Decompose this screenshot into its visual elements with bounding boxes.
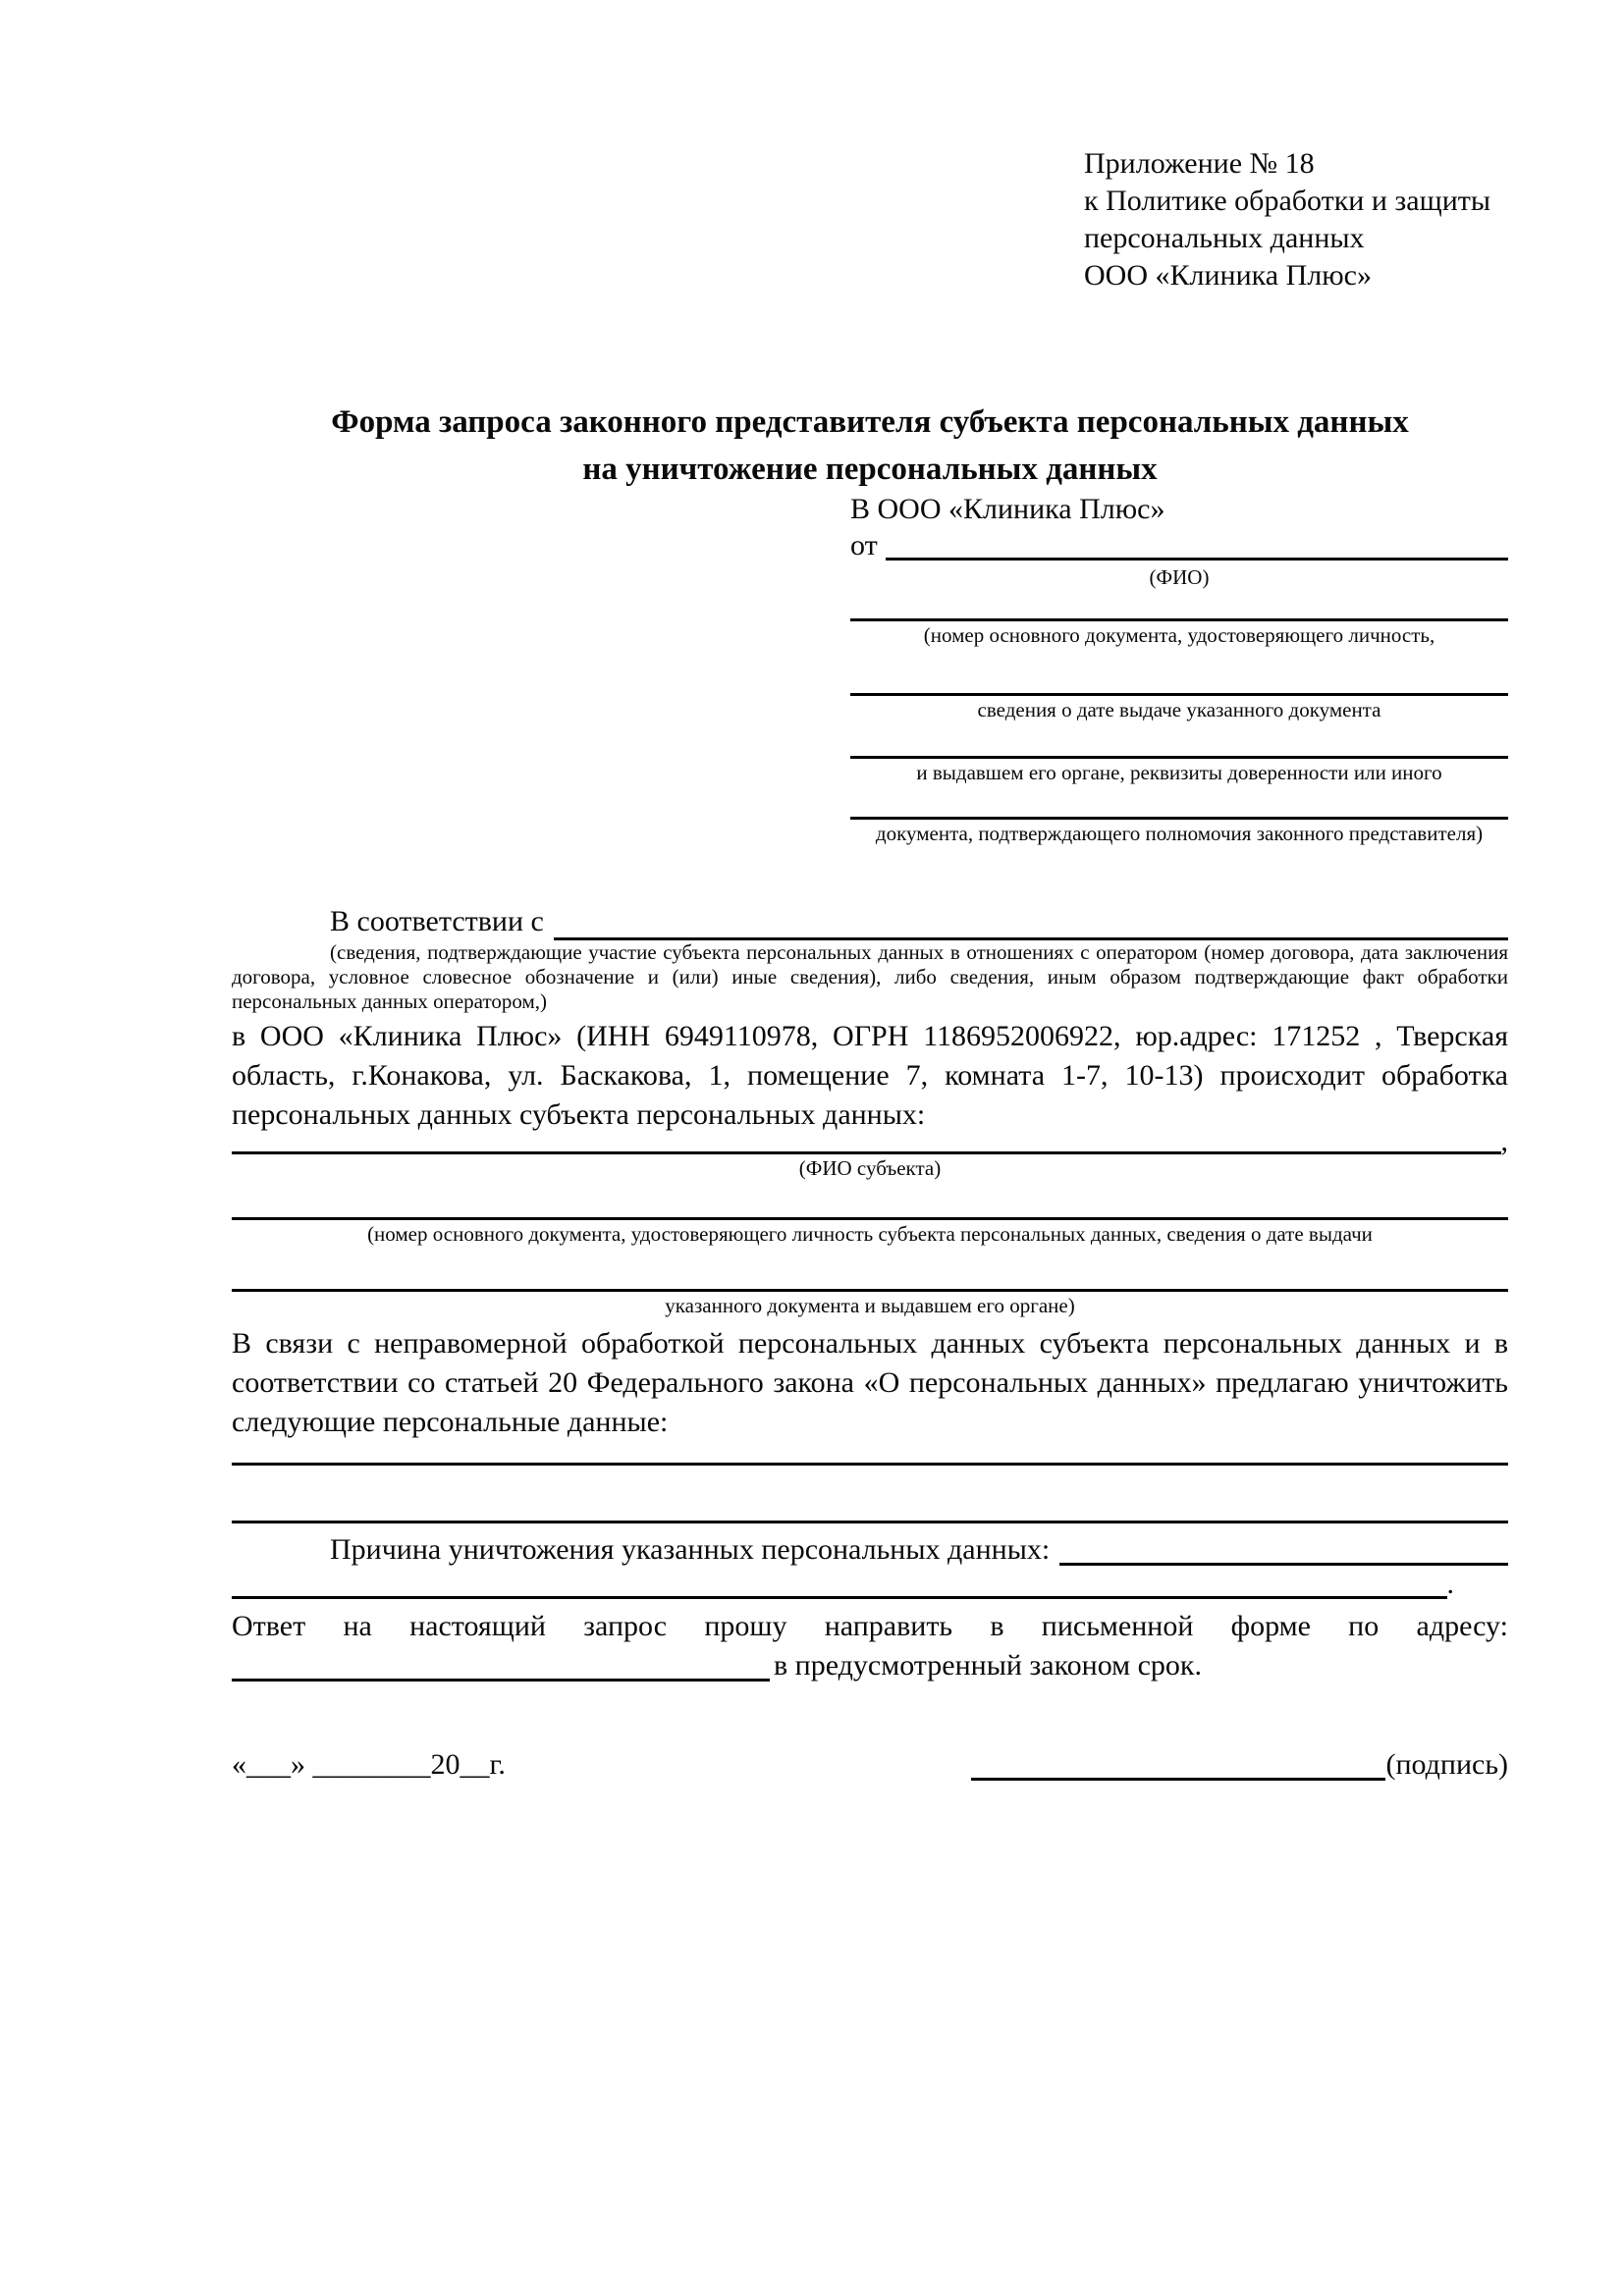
blank-line-data-list-1 [232, 1442, 1508, 1466]
accordance-note: (сведения, подтверждающие участие субъекта персональных данных в отношениях с оператором (номер договора, дата заключения договора, условное словесное обозначение и (или) иные сведения), либо сведения, иным образом подтверждающие факт обработки персональных данных оператором,) [232, 940, 1508, 1013]
addressee-to: В ООО «Клиника Плюс» [850, 493, 1165, 525]
authority-document-caption: документа, подтверждающего полномочия законного представителя) [875, 822, 1484, 845]
reply-tail-text: в предусмотренный законом срок. [774, 1649, 1202, 1682]
appendix-line-3: персональных данных [1084, 222, 1365, 254]
appendix-block [1084, 145, 1490, 294]
operator-paragraph: в ООО «Клиника Плюс» (ИНН 6949110978, ОГРН 1186952006922, юр.адрес: 171252 , Тверская область, г.Конакова, ул. Баскакова, 1, помещение 7, комната 1-7, 10-13) происходит обработка персональных данных субъекта персональных данных: [232, 1020, 1508, 1131]
reason-period: . [1446, 1568, 1454, 1600]
from-row [850, 531, 1508, 561]
blank-line-issue-date [850, 646, 1508, 696]
id-number-caption: (номер основного документа, удостоверяющего личность, [923, 623, 1435, 647]
reason-continuation-row [232, 1566, 1454, 1599]
subject-fio-blank-line [232, 1132, 1501, 1154]
issuing-authority-caption: и выдавшем его органе, реквизиты доверенности или иного [916, 761, 1442, 784]
reason-blank-line [1059, 1533, 1508, 1566]
appendix-line-1: Приложение № 18 [1084, 147, 1315, 180]
addressee-block [850, 488, 1508, 844]
signature-caption: (подпись) [1385, 1748, 1508, 1781]
reply-address-row [232, 1649, 1508, 1682]
document-title [232, 399, 1508, 493]
signature-blank-line [971, 1750, 1385, 1781]
blank-line-subject-doc [232, 1179, 1508, 1220]
subject-fio-comma: , [1500, 1125, 1508, 1157]
reply-address-blank-line [232, 1651, 770, 1682]
accordance-blank-line [554, 902, 1508, 940]
date-line: «___» ________20__г. [232, 1748, 506, 1781]
reply-paragraph: Ответ на настоящий запрос прошу направить в письменной форме по адресу: [232, 1610, 1508, 1642]
fio-caption: (ФИО) [1149, 565, 1210, 589]
document-body [232, 903, 1508, 1682]
accordance-row [232, 903, 1508, 940]
blank-line-issuing-authority [850, 721, 1508, 759]
document-title-line-2: на уничтожение персональных данных [582, 452, 1158, 487]
subject-doc-caption-2: указанного документа и выдавшем его органе) [665, 1294, 1075, 1317]
reason-label: Причина уничтожения указанных персональных данных: [330, 1533, 1051, 1566]
reason-continuation-blank-line [232, 1563, 1447, 1599]
subject-fio-caption: (ФИО субъекта) [798, 1156, 942, 1180]
blank-line-id-number [850, 588, 1508, 621]
blank-line-authority-document [850, 783, 1508, 820]
issue-date-caption: сведения о дате выдаче указанного документа [977, 698, 1381, 721]
blank-line-subject-doc-2 [232, 1245, 1508, 1292]
reason-row [232, 1534, 1508, 1566]
fio-blank-line [886, 531, 1508, 561]
blank-line-data-list-2 [232, 1466, 1508, 1523]
subject-fio-row [232, 1125, 1508, 1157]
from-label: от [850, 529, 878, 561]
demand-paragraph: В связи с неправомерной обработкой персональных данных субъекта персональных данных и в соответствии со статьей 20 Федерального закона «О персональных данных» предлагаю уничтожить следующие персональные данные: [232, 1327, 1508, 1438]
accordance-label: В соответствии с [330, 905, 544, 937]
signature-group [971, 1749, 1508, 1781]
appendix-line-2: к Политике обработки и защиты [1084, 185, 1491, 217]
subject-doc-caption-1: (номер основного документа, удостоверяющего личность субъекта персональных данных, сведения о дате выдачи [367, 1222, 1373, 1246]
appendix-line-4: ООО «Клиника Плюс» [1084, 259, 1372, 292]
document-title-line-1: Форма запроса законного представителя субъекта персональных данных [331, 404, 1409, 440]
footer-row [232, 1749, 1508, 1781]
